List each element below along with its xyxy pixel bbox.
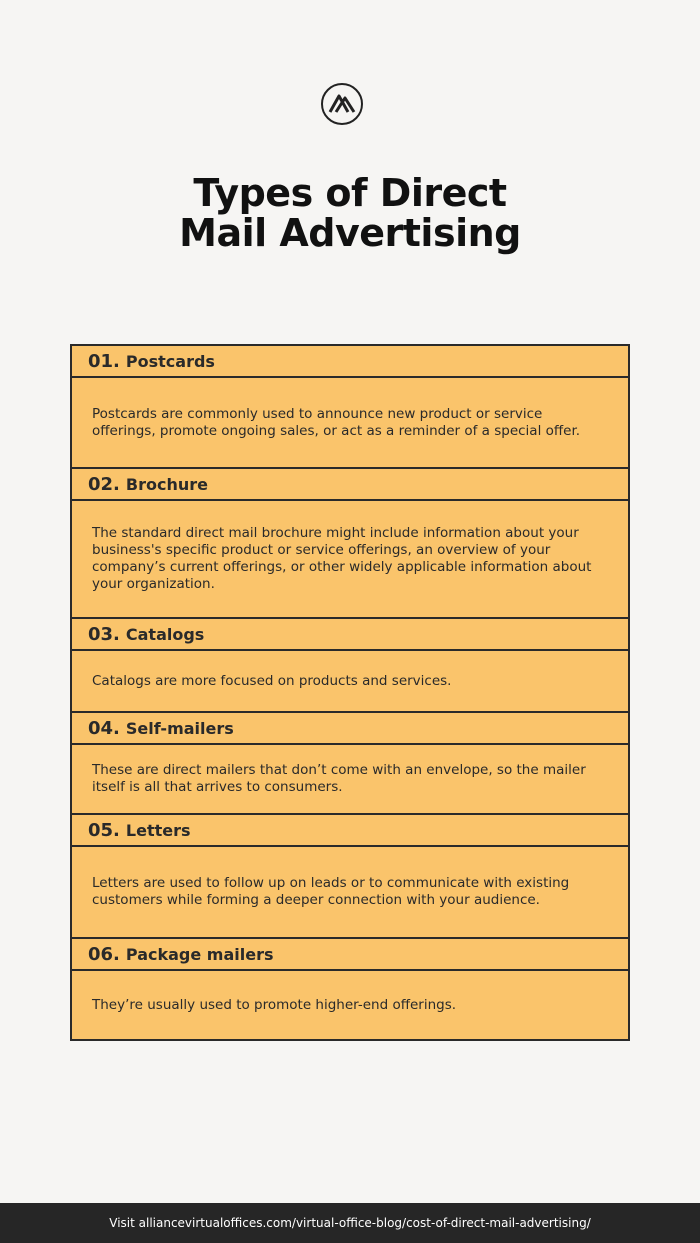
- item-description-self-mailers: These are direct mailers that don’t come with an envelope, so the mailer itself is all that arrives to consumers.: [72, 745, 628, 815]
- item-name: Brochure: [125, 474, 208, 494]
- item-header-package-mailers: [72, 939, 628, 971]
- item-description-brochure: The standard direct mail brochure might include information about your business's specific product or service offerings, an overview of your company’s current offerings, or other widely applicable information about your organization.: [72, 501, 628, 619]
- item-name: Self-mailers: [125, 718, 234, 738]
- footer-source-link[interactable]: Visit alliancevirtualoffices.com/virtual-office-blog/cost-of-direct-mail-advertising/: [0, 1203, 700, 1243]
- item-name: Letters: [125, 820, 191, 840]
- item-description-postcards: Postcards are commonly used to announce new product or service offerings, promote ongoing sales, or act as a reminder of a special offer.: [72, 378, 628, 469]
- item-name: Package mailers: [125, 944, 274, 964]
- item-name: Catalogs: [125, 624, 205, 644]
- item-description-package-mailers: They’re usually used to promote higher-end offerings.: [92, 996, 457, 1013]
- item-number: 05.: [88, 819, 120, 841]
- item-number: 01.: [88, 350, 120, 372]
- item-description-letters: Letters are used to follow up on leads or to communicate with existing customers while forming a deeper connection with your audience.: [72, 847, 628, 939]
- item-number: 04.: [88, 717, 120, 739]
- title-line-1: Types of Direct: [193, 171, 507, 215]
- item-number: 02.: [88, 473, 120, 495]
- item-description-catalogs: Catalogs are more focused on products and services.: [72, 651, 628, 713]
- alliance-logo-icon: [320, 82, 364, 126]
- mail-types-table: [70, 344, 630, 1041]
- item-header-letters: [72, 815, 628, 847]
- page-title: [0, 173, 700, 253]
- item-name: Postcards: [125, 351, 215, 371]
- item-header-catalogs: [72, 619, 628, 651]
- item-header-brochure: [72, 469, 628, 501]
- item-number: 03.: [88, 623, 120, 645]
- item-header-self-mailers: [72, 713, 628, 745]
- item-number: 06.: [88, 943, 120, 965]
- title-line-2: Mail Advertising: [179, 211, 521, 255]
- item-header-postcards: [72, 346, 628, 378]
